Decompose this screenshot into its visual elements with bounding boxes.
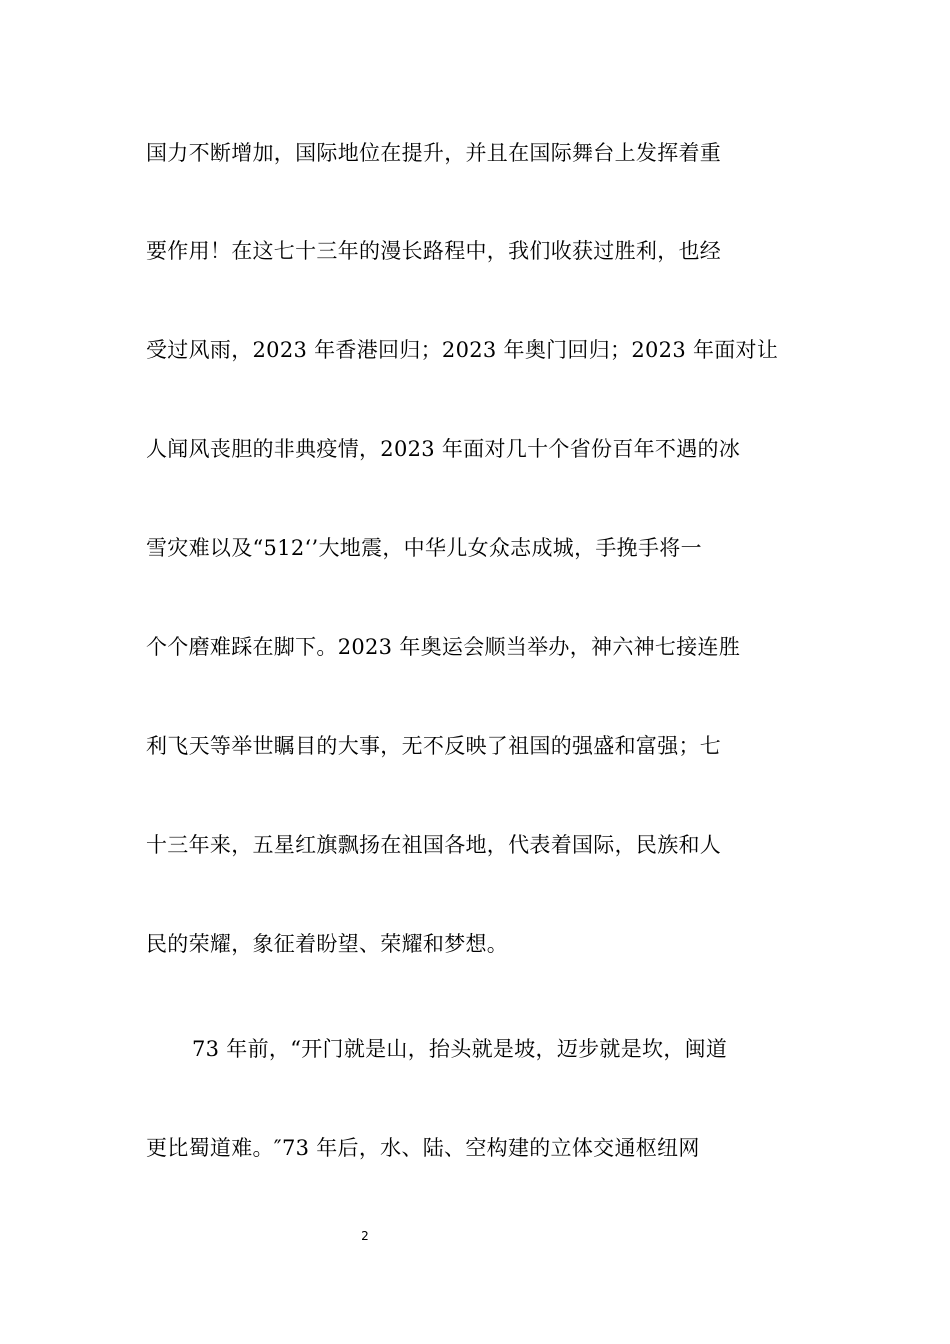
- paragraph-first-line: 73 年前，“开门就是山，抬头就是坡，迈步就是坎，闽道: [192, 1037, 728, 1061]
- text-line: 利飞天等举世瞩目的大事，无不反映了祖国的强盛和富强；七: [146, 734, 722, 758]
- text-line: 十三年来，五星红旗飘扬在祖国各地，代表着国际，民族和人: [146, 833, 722, 857]
- text-line: 人闻风丧胆的非典疫情，2023 年面对几十个省份百年不遇的冰: [146, 437, 741, 461]
- text-line: 民的荣耀，象征着盼望、荣耀和梦想。: [146, 932, 509, 956]
- text-line: 受过风雨，2023 年香港回归；2023 年奥门回归；2023 年面对让: [146, 338, 779, 362]
- page-number: 2: [361, 1229, 369, 1243]
- text-line: 要作用！在这七十三年的漫长路程中，我们收获过胜利，也经: [146, 239, 722, 263]
- text-line: 雪灾难以及“512‘’大地震，中华儿女众志成城，手挽手将一: [146, 536, 702, 560]
- text-line: 个个磨难踩在脚下。2023 年奥运会顺当举办，神六神七接连胜: [146, 635, 741, 659]
- text-line: 国力不断增加，国际地位在提升，并且在国际舞台上发挥着重: [146, 141, 722, 165]
- text-line: 更比蜀道难。″73 年后，水、陆、空构建的立体交通枢纽网: [146, 1136, 700, 1160]
